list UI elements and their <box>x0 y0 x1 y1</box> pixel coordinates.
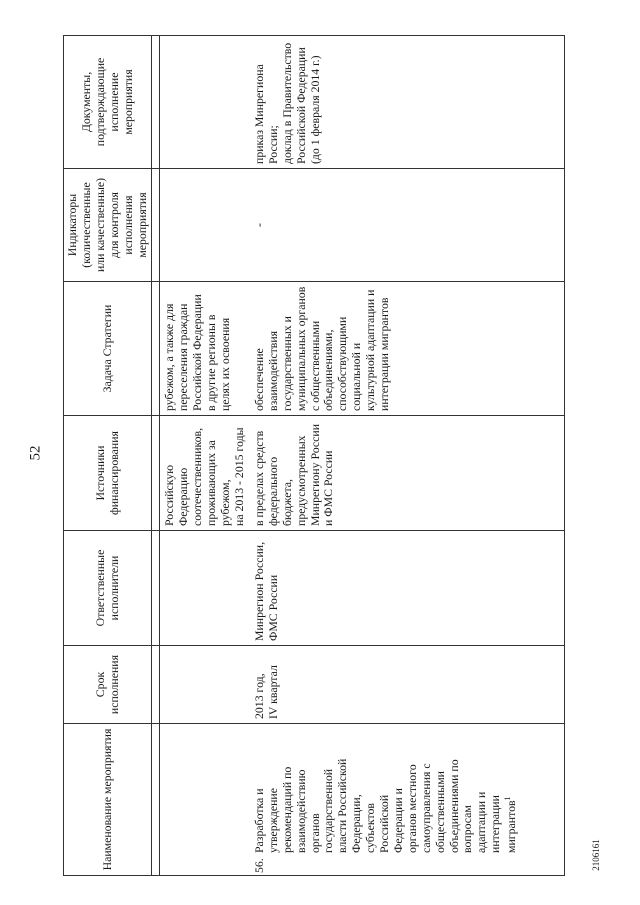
header-name: Наименование мероприятия <box>64 724 152 876</box>
cell-documents: приказ Минрегиона России; доклад в Правительство Российской Федерации (до 1 февраля 2014 г.) <box>250 36 565 169</box>
header-responsible: Ответственные исполнители <box>64 531 152 646</box>
header-funding: Источники финансирования <box>64 416 152 531</box>
document-code: 2106161 <box>591 839 601 871</box>
table-row <box>250 36 565 876</box>
measure-name: Разработка и утверждение рекомендаций по взаимодействию органов государственной власти Российской Федерации, субъектов Российской Федерации и органов местного самоуправления с общественными объединениями по вопросам адаптации и интеграции мигрантов <box>251 758 519 853</box>
header-indicators: Индикаторы (количественные или качественные) для контроля исполнения мероприятия <box>64 169 152 282</box>
table-spacer-row <box>152 36 160 876</box>
header-documents: Документы, подтверждающие исполнение мероприятия <box>64 36 152 169</box>
page-number: 52 <box>27 445 44 461</box>
header-task: Задача Стратегии <box>64 282 152 416</box>
cell-deadline: 2013 год, IV квартал <box>250 646 565 724</box>
measures-table-wrapper <box>63 36 565 876</box>
continuation-task: рубежом, а также для переселения граждан Российской Федерации в другие регионы в целях их освоения <box>160 282 250 416</box>
cell-responsible: Минрегион России, ФМС России <box>250 531 565 646</box>
measures-table <box>63 35 565 876</box>
cell-funding: в пределах средств федерального бюджета, предусмотренных Минрегиону России и ФМС России <box>250 416 565 531</box>
table-continuation-row <box>160 36 250 876</box>
cell-measure-name <box>250 724 565 876</box>
header-deadline: Срок исполнения <box>64 646 152 724</box>
footnote-marker: 1 <box>503 796 513 801</box>
cell-indicators: - <box>250 169 565 282</box>
row-number: 56. <box>251 858 266 873</box>
table-header-row <box>64 36 152 876</box>
cell-task: обеспечение взаимодействия государственных и муниципальных органов с общественными объединениями, способствующими социальной и культурной адаптации и интеграции мигрантов <box>250 282 565 416</box>
continuation-funding: Российскую Федерацию соотечественников, проживающих за рубежом, на 2013 - 2015 годы <box>160 416 250 531</box>
